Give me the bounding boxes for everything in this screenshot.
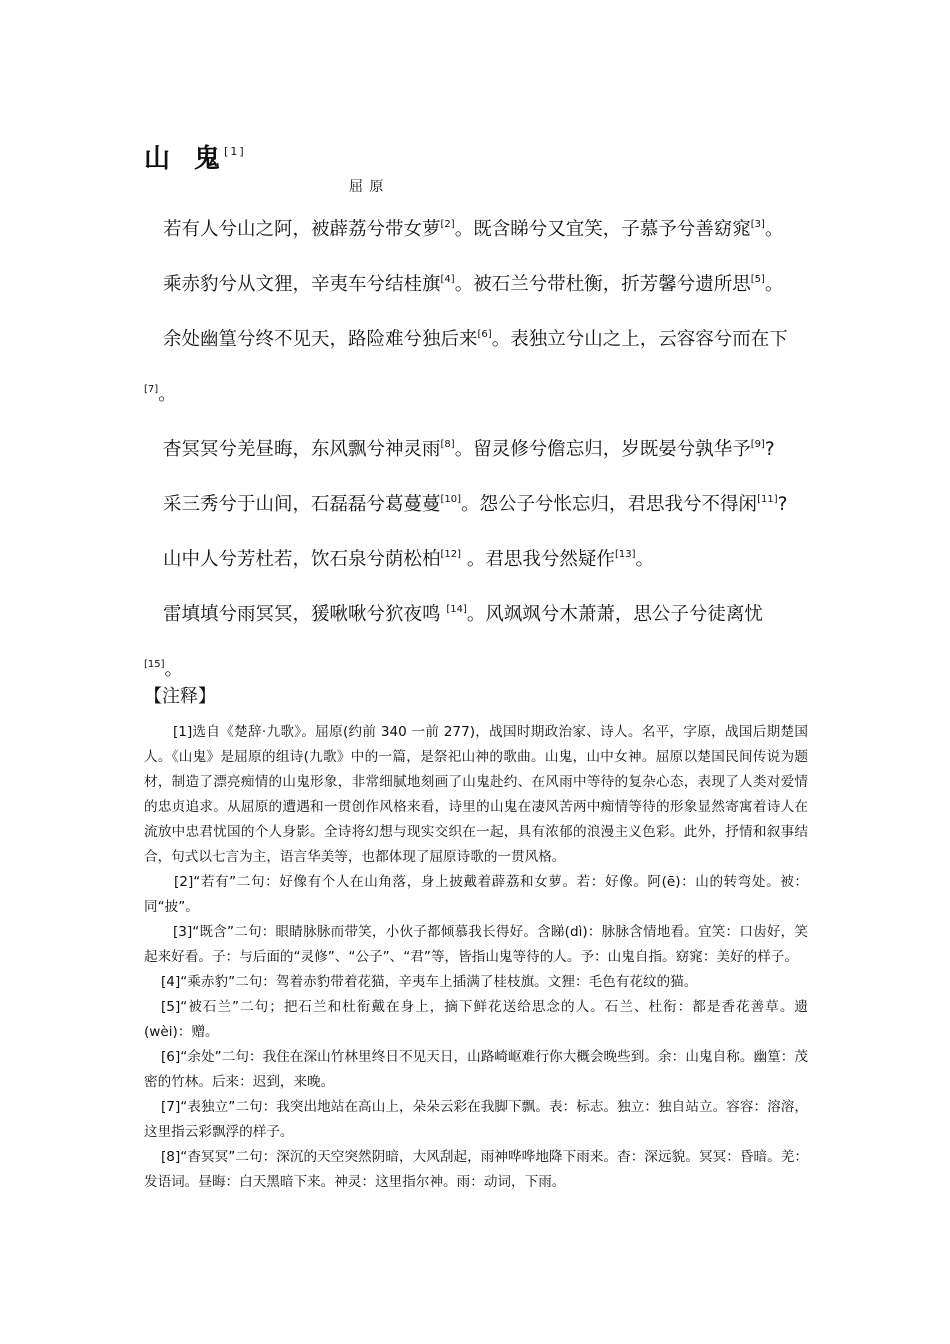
note-item: [3]“既含”二句：眼睛脉脉而带笑，小伙子都倾慕我长得好。含睇(dì)：脉脉含情地看。宜笑：口齿好，笑起来好看。子：与后面的“灵修”、“公子”、“君”等，皆指山鬼等待的人。予：山鬼自指。窈窕：美好的样子。 (144, 924, 808, 965)
footnote-ref: [7] (144, 384, 159, 395)
footnote-ref: [9] (750, 439, 765, 450)
note-item: [4]“乘赤豹”二句：驾着赤豹带着花猫，辛夷车上插满了桂枝旗。文狸：毛色有花纹的猫。 (161, 974, 698, 990)
title-footnote-ref: [1] (224, 145, 246, 158)
poem-line-5: 采三秀兮于山间，石磊磊兮葛蔓蔓[10]。怨公子兮怅忘归，君思我兮不得闲[11]? (163, 494, 788, 515)
poem-line-3: 余处幽篁兮终不见天，路险难兮独后来[6]。表独立兮山之上，云容容兮而在下[7]。 (144, 329, 788, 405)
note-item: [8]“杳冥冥”二句：深沉的天空突然阴暗，大风刮起，雨神哗哗地降下雨来。杳：深远貌。冥冥：昏暗。羌：发语词。昼晦：白天黑暗下来。神灵：这里指尔神。雨：动词，下雨。 (144, 1149, 808, 1190)
poem-line-2: 乘赤豹兮从文狸，辛夷车兮结桂旗[4]。被石兰兮带杜衡，折芳馨兮遗所思[5]。 (163, 274, 784, 295)
footnote-ref: [6] (477, 329, 492, 340)
footnote-ref: [4] (440, 274, 455, 285)
footnote-ref: [12] (440, 549, 462, 560)
note-item: [6]“余处”二句：我住在深山竹林里终日不见天日，山路崎岖难行你大概会晚些到。余：山鬼自称。幽篁：茂密的竹林。后来：迟到，来晚。 (144, 1049, 808, 1090)
footnote-ref: [5] (750, 274, 765, 285)
note-item: [5]“被石兰”二句；把石兰和杜衔戴在身上，摘下鲜花送给思念的人。石兰、杜衔：都是香花善草。遗(wèi)：赠。 (144, 999, 808, 1040)
title-char-2: 鬼 (194, 144, 223, 174)
notes-list (144, 720, 808, 1195)
poem-line-4: 杳冥冥兮羌昼晦，东风飘兮神灵雨[8]。留灵修兮儋忘归，岁既晏兮孰华予[9]? (163, 439, 775, 460)
footnote-ref: [11] (757, 494, 778, 505)
poem-line-6: 山中人兮芳杜若，饮石泉兮荫松柏[12] 。君思我兮然疑作[13]。 (163, 549, 654, 570)
footnote-ref: [10] (440, 494, 462, 505)
note-item: [7]“表独立”二句：我突出地站在高山上，朵朵云彩在我脚下飘。表：标志。独立：独自站立。容容：溶溶，这里指云彩飘浮的样子。 (144, 1099, 808, 1140)
notes-heading: 【注释】 (144, 686, 216, 707)
poem-line-1: 若有人兮山之阿，被薜荔兮带女萝[2]。既含睇兮又宜笑，子慕予兮善窈窕[3]。 (163, 219, 784, 240)
footnote-ref: [15] (144, 659, 165, 670)
poem-body (144, 200, 809, 695)
poem-title (144, 132, 246, 179)
title-char-1: 山 (144, 144, 173, 174)
footnote-ref: [2] (440, 219, 455, 230)
footnote-ref: [13] (614, 549, 636, 560)
footnote-ref: [3] (750, 219, 765, 230)
note-item: [1]选自《楚辞·九歌》。屈原(约前 340 一前 277)，战国时期政治家、诗人。名平，字原，战国后期楚国人。《山鬼》是屈原的组诗(九歌》中的一篇，是祭祀山神的歌曲。山鬼，山中女神。屈原以楚国民间传说为题材，制造了漂亮痴情的山鬼形象，非常细腻地刻画了山鬼赴约、在风雨中等待的复杂心态，表现了人类对爱情的忠贞追求。从屈原的遭遇和一贯创作风格来看，诗里的山鬼在凄风苦两中痴情等待的形象显然寄寓着诗人在流放中忠君忧国的个人身影。全诗将幻想与现实交织在一起，具有浓郁的浪漫主义色彩。此外，抒情和叙事结合，句式以七言为主，语言华美等，也都体现了屈原诗歌的一贯风格。 (144, 724, 808, 865)
footnote-ref: [14] (446, 604, 467, 615)
poem-line-7: 雷填填兮雨冥冥，猨啾啾兮狖夜鸣 [14]。风飒飒兮木萧萧，思公子兮徒离忧 [15]。 (144, 604, 763, 680)
note-item: [2]“若有”二句：好像有个人在山角落，身上披戴着薜荔和女萝。若：好像。阿(ē)：山的转弯处。被：同“披”。 (144, 874, 808, 915)
footnote-ref: [8] (440, 439, 455, 450)
author-name: 屈 原 (349, 179, 385, 195)
